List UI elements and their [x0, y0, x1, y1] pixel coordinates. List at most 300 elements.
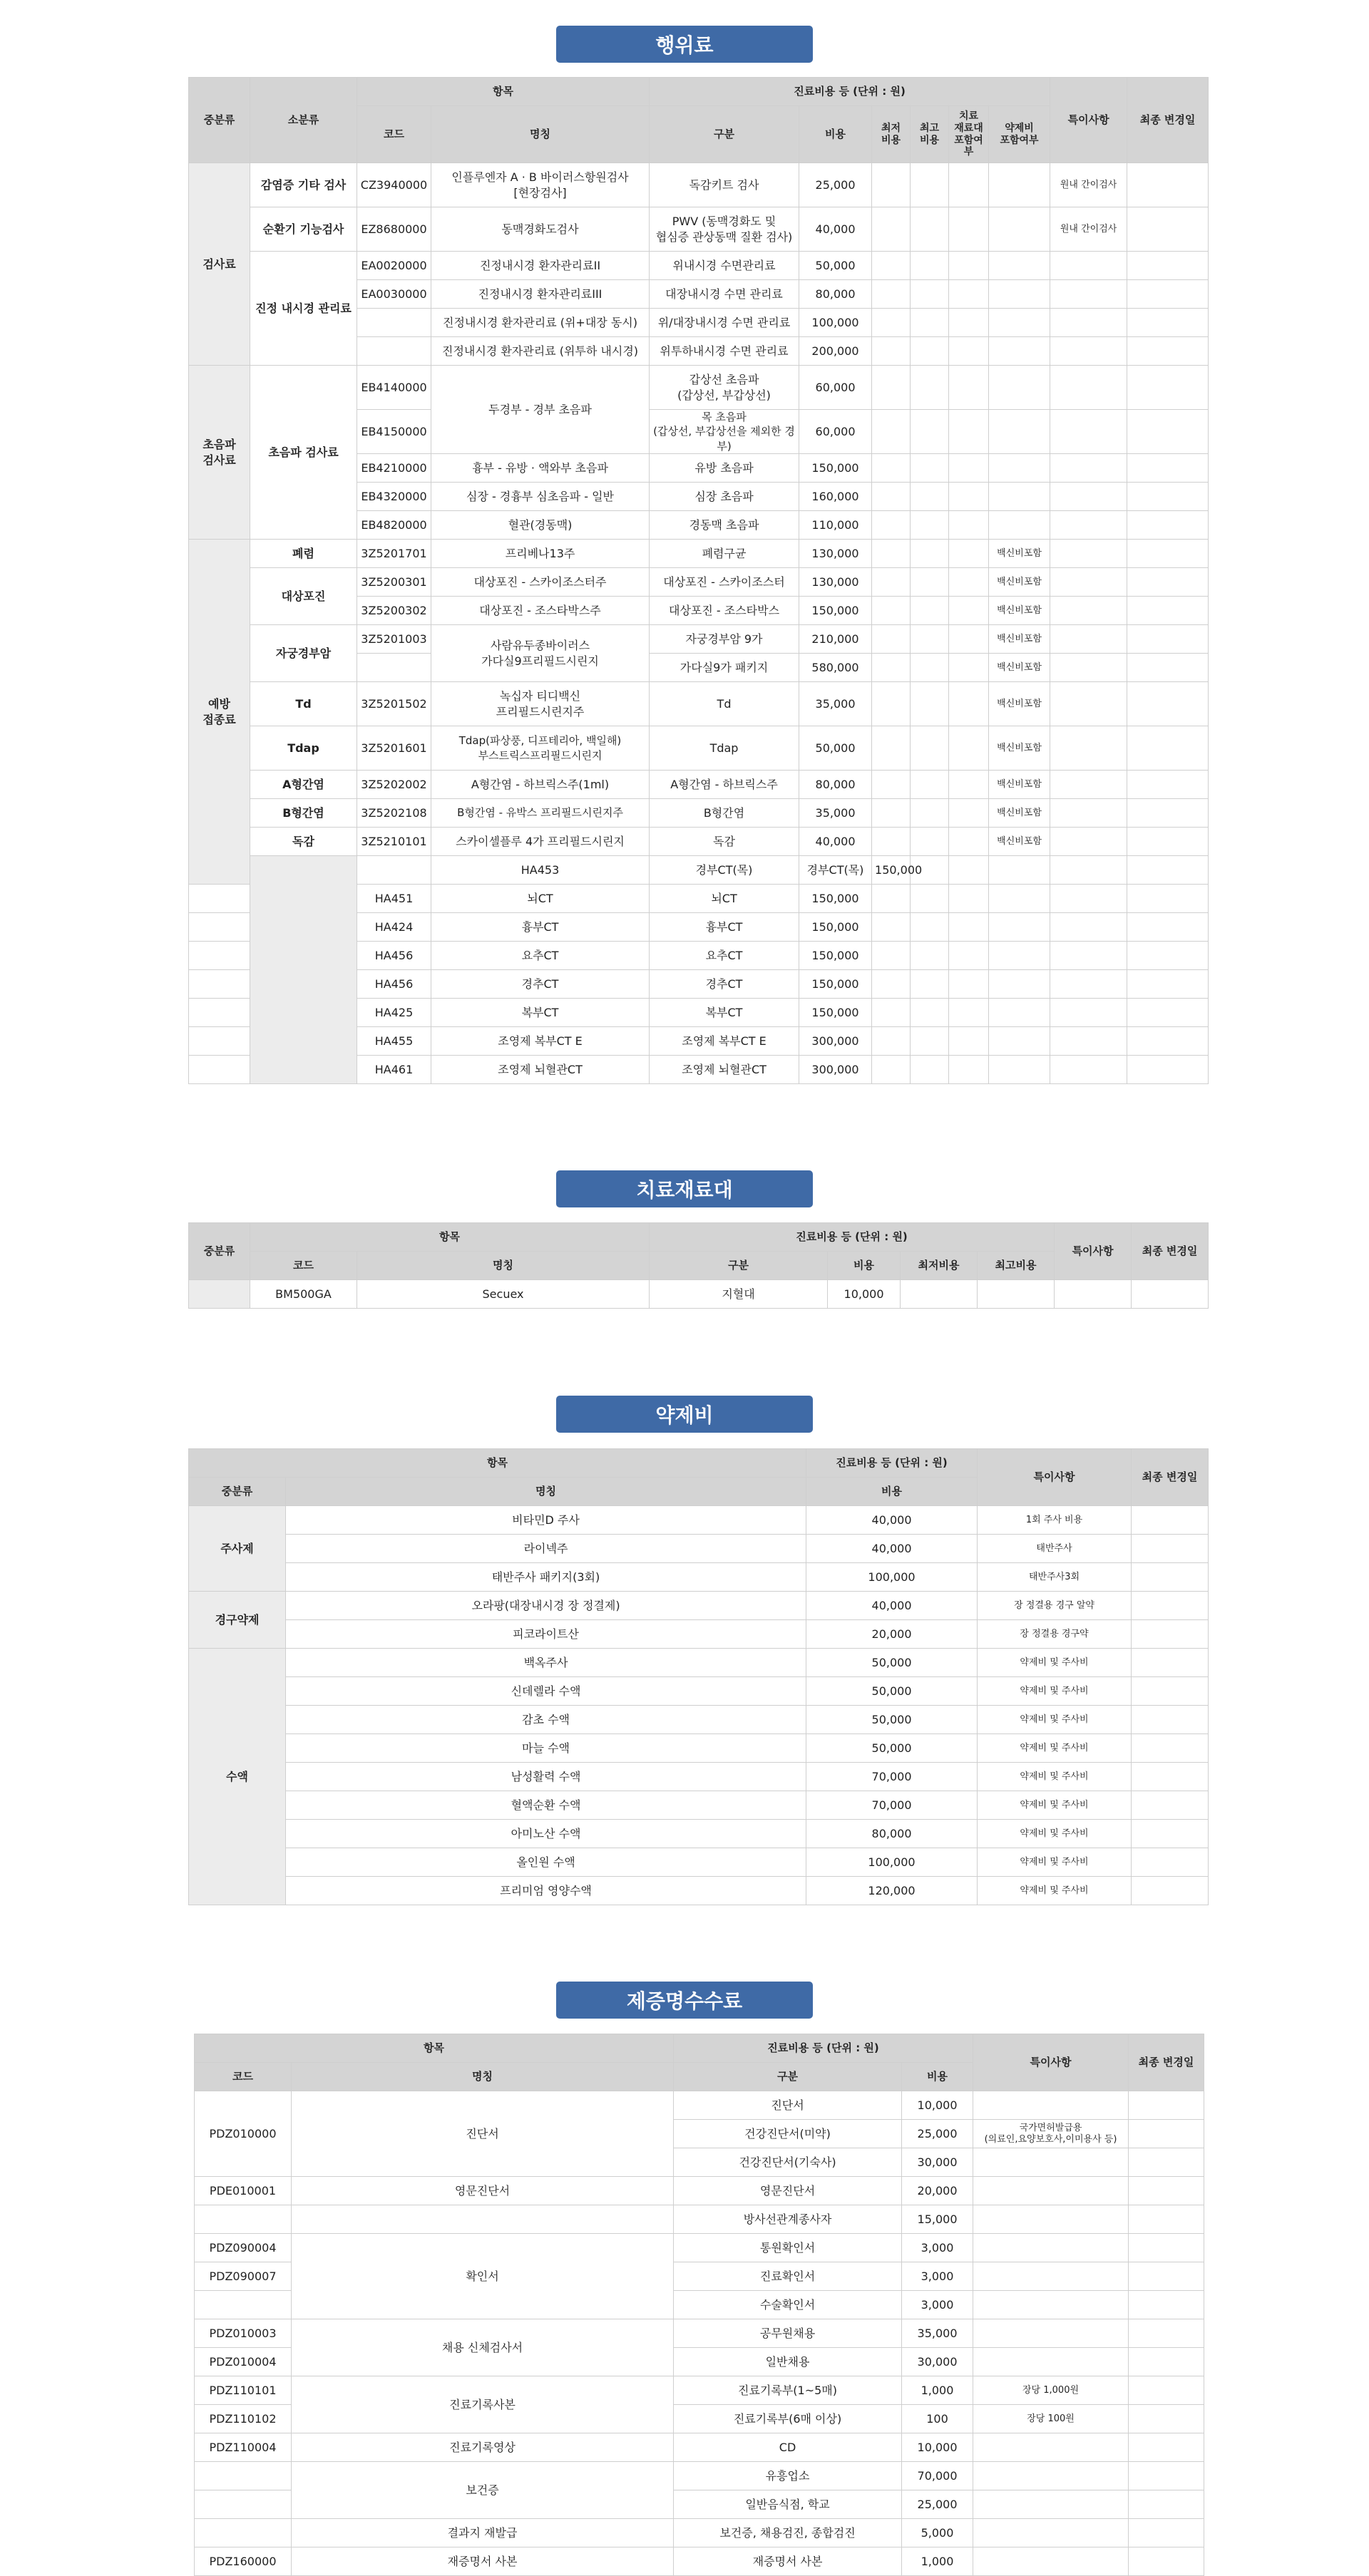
drug-fee-table [188, 1448, 1209, 1905]
table-row [189, 1848, 1209, 1877]
cell-code: PDZ090007 [195, 2262, 292, 2291]
cell-sub: 폐렴 [250, 540, 357, 568]
cell-type: 보건증, 채용검진, 종합검진 [674, 2519, 902, 2547]
table-row [189, 1563, 1209, 1592]
cell-cost: 40,000 [799, 828, 872, 856]
cell-code: EB4320000 [357, 483, 431, 511]
header-note: 특이사항 [1050, 78, 1127, 163]
cell-code: PDZ110004 [195, 2433, 292, 2462]
cell-code: 3Z5210101 [357, 828, 431, 856]
cell-sub: 대상포진 [250, 568, 357, 625]
table-row [189, 366, 1209, 410]
cell-cost: 150,000 [799, 999, 872, 1027]
cell-type: 경부CT(목) [799, 856, 872, 885]
cell-type: 조영제 복부CT E [650, 1027, 799, 1056]
header-max: 최고비용 [978, 1252, 1055, 1280]
group-exam: 검사료 [189, 163, 250, 366]
cell-code: HA456 [357, 942, 431, 970]
cell-code: PDZ160000 [195, 2547, 292, 2576]
table-row [189, 1535, 1209, 1563]
cell-sub: 진정 내시경 관리료 [250, 252, 357, 366]
cell-code: 3Z5202002 [357, 771, 431, 799]
cell-cost: 30,000 [902, 2348, 973, 2376]
cell-drug: 백신비포함 [989, 771, 1050, 799]
cell-cost: 35,000 [902, 2319, 973, 2348]
header-drug: 약제비 포함여부 [989, 106, 1050, 163]
cell-note: 1회 주사 비용 [978, 1506, 1132, 1535]
cell-name: 영문진단서 [292, 2177, 674, 2205]
cell-name: 뇌CT [431, 885, 650, 913]
section-title: 행위료 [556, 26, 813, 63]
group-injection: 주사제 [189, 1506, 286, 1592]
cell-type: 흉부CT [650, 913, 799, 942]
cell-cost: 40,000 [806, 1535, 978, 1563]
table-row [195, 2547, 1204, 2576]
cell-drug: 백신비포함 [989, 540, 1050, 568]
cell-name: 재증명서 사본 [292, 2547, 674, 2576]
cell-type: 목 초음파 (갑상선, 부갑상선을 제외한 경부) [650, 410, 799, 454]
cell-name: 흉부CT [431, 913, 650, 942]
cell-cost: 3,000 [902, 2291, 973, 2319]
header-material: 치료 재료대 포함여부 [949, 106, 989, 163]
cell-cost: 150,000 [872, 856, 911, 885]
cell-type: 통원확인서 [674, 2234, 902, 2262]
cell-type: 폐렴구균 [650, 540, 799, 568]
cell-name: 요추CT [431, 942, 650, 970]
cell-name: 흉부 - 유방 · 액와부 초음파 [431, 454, 650, 483]
cell-sub: 초음파 검사료 [250, 366, 357, 540]
cell-cost: 3,000 [902, 2262, 973, 2291]
cell-cost: 40,000 [799, 207, 872, 252]
cell-cost: 20,000 [902, 2177, 973, 2205]
cell-type: 복부CT [650, 999, 799, 1027]
header-updated: 최종 변경일 [1129, 2034, 1204, 2091]
table-row [189, 1763, 1209, 1791]
cell-name: 프리베나13주 [431, 540, 650, 568]
cell-note: 장당 1,000원 [973, 2376, 1129, 2405]
cell-name: 진정내시경 환자관리료 (위투하 내시경) [431, 337, 650, 366]
cell-type: 재증명서 사본 [674, 2547, 902, 2576]
cell-note: 약제비 및 주사비 [978, 1649, 1132, 1677]
table-row [189, 540, 1209, 568]
table-row [189, 1649, 1209, 1677]
cell-cost: 1,000 [902, 2547, 973, 2576]
group-iv: 수액 [189, 1649, 286, 1905]
section-title: 약제비 [556, 1396, 813, 1433]
header-type: 구분 [674, 2063, 902, 2091]
header-name: 명칭 [431, 106, 650, 163]
cell-name: 채용 신체검사서 [292, 2319, 674, 2376]
cell-name: 혈관(경동맥) [431, 511, 650, 540]
cell-name: Secuex [357, 1280, 650, 1309]
cell-cost: 110,000 [799, 511, 872, 540]
cell-name: 사람유두종바이러스 가다실9프리필드시린지 [431, 625, 650, 682]
cell-type: 독감키트 검사 [650, 163, 799, 207]
cell-drug: 백신비포함 [989, 625, 1050, 654]
cell-cost: 20,000 [806, 1620, 978, 1649]
cell-type: 일반채용 [674, 2348, 902, 2376]
cell-cost: 150,000 [799, 454, 872, 483]
cell-type: 진료확인서 [674, 2262, 902, 2291]
cell-cost: 35,000 [799, 682, 872, 726]
header-name: 명칭 [292, 2063, 674, 2091]
cell-note: 태반주사 [978, 1535, 1132, 1563]
cell-type: 공무원채용 [674, 2319, 902, 2348]
table-row [189, 856, 1209, 885]
cell-type: 진단서 [674, 2091, 902, 2120]
cell-type: 요추CT [650, 942, 799, 970]
cell-code: PDZ110102 [195, 2405, 292, 2433]
section-title: 치료재료대 [556, 1170, 813, 1207]
cell-type: 독감 [650, 828, 799, 856]
cell-type: 조영제 뇌혈관CT [650, 1056, 799, 1084]
header-cost-group: 진료비용 등 (단위 : 원) [806, 1449, 978, 1478]
cell-note: 장 정결용 경구약 [978, 1620, 1132, 1649]
cell-name: 조영제 복부CT E [431, 1027, 650, 1056]
table-row [189, 1734, 1209, 1763]
table-row [189, 163, 1209, 207]
table-row [195, 2205, 1204, 2234]
table-row [189, 682, 1209, 726]
cell-name: 진료기록사본 [292, 2376, 674, 2433]
cell-note: 약제비 및 주사비 [978, 1706, 1132, 1734]
cell-cost: 160,000 [799, 483, 872, 511]
cell-name: 신데렐라 수액 [286, 1677, 806, 1706]
cell-code: EB4150000 [357, 410, 431, 454]
cell-cost: 5,000 [902, 2519, 973, 2547]
cell-code: HA425 [357, 999, 431, 1027]
cell-name: 녹십자 티디백신 프리필드시린지주 [431, 682, 650, 726]
cell-sub: 자궁경부암 [250, 625, 357, 682]
cell-code: HA424 [357, 913, 431, 942]
cell-type: 자궁경부암 9가 [650, 625, 799, 654]
cell-cost: 15,000 [902, 2205, 973, 2234]
cell-code: EB4820000 [357, 511, 431, 540]
cell-type: 위내시경 수면관리료 [650, 252, 799, 280]
cell-type: 경추CT [650, 970, 799, 999]
cell-sub: 독감 [250, 828, 357, 856]
cell-type: 대상포진 - 스카이조스터 [650, 568, 799, 597]
cell-type: 경동맥 초음파 [650, 511, 799, 540]
cell-name: 라이넥주 [286, 1535, 806, 1563]
cell-code: EZ8680000 [357, 207, 431, 252]
header-row [189, 1449, 1209, 1478]
header-row [189, 1223, 1209, 1252]
table-row [195, 2519, 1204, 2547]
cell-note: 국가면허발급용 (의료인,요양보호사,이미용사 등) [973, 2120, 1129, 2148]
header-row [195, 2034, 1204, 2063]
cell-name: 올인원 수액 [286, 1848, 806, 1877]
header-row [189, 78, 1209, 106]
header-note: 특이사항 [978, 1449, 1132, 1506]
header-type: 구분 [650, 106, 799, 163]
cell-name: 비타민D 주사 [286, 1506, 806, 1535]
cell-cost: 210,000 [799, 625, 872, 654]
cell-cost: 100,000 [806, 1848, 978, 1877]
cell-name: 심장 - 경흉부 심초음파 - 일반 [431, 483, 650, 511]
cell-cost: 1,000 [902, 2376, 973, 2405]
cell-cost: 80,000 [806, 1820, 978, 1848]
table-row [189, 771, 1209, 799]
cell-cost: 150,000 [799, 597, 872, 625]
header-cost-group: 진료비용 등 (단위 : 원) [674, 2034, 973, 2063]
header-note: 특이사항 [1055, 1223, 1132, 1280]
header-item: 항목 [250, 1223, 650, 1252]
table-row [189, 726, 1209, 771]
table-row [189, 1706, 1209, 1734]
header-updated: 최종 변경일 [1127, 78, 1209, 163]
cell-code: BM500GA [250, 1280, 357, 1309]
cell-type: Tdap [650, 726, 799, 771]
cell-note: 약제비 및 주사비 [978, 1877, 1132, 1905]
cell-cost: 25,000 [902, 2120, 973, 2148]
cell-name: 경추CT [431, 970, 650, 999]
cell-name: 진정내시경 환자관리료 (위+대장 동시) [431, 309, 650, 337]
header-max: 최고 비용 [911, 106, 949, 163]
cell-name: 진료기록영상 [292, 2433, 674, 2462]
cell-name: 혈액순환 수액 [286, 1791, 806, 1820]
header-cost-group: 진료비용 등 (단위 : 원) [650, 1223, 1055, 1252]
cell-code: 3Z5201701 [357, 540, 431, 568]
cell-cost: 150,000 [799, 942, 872, 970]
cell-type: CD [674, 2433, 902, 2462]
cell-type: 유방 초음파 [650, 454, 799, 483]
header-code: 코드 [357, 106, 431, 163]
cell-type: 대상포진 - 조스타박스 [650, 597, 799, 625]
cell-code: EB4210000 [357, 454, 431, 483]
cell-type: 일반음식점, 학교 [674, 2490, 902, 2519]
cell-name: 마늘 수액 [286, 1734, 806, 1763]
cell-note: 약제비 및 주사비 [978, 1763, 1132, 1791]
cell-type: 영문진단서 [674, 2177, 902, 2205]
cell-cost: 150,000 [799, 970, 872, 999]
cell-cost: 200,000 [799, 337, 872, 366]
cell-cost: 80,000 [799, 280, 872, 309]
cell-cost: 60,000 [799, 366, 872, 410]
cell-name: 두경부 - 경부 초음파 [431, 366, 650, 454]
cell-cost: 130,000 [799, 540, 872, 568]
certificate-fee-table [194, 2034, 1204, 2576]
cell-code: PDZ090004 [195, 2234, 292, 2262]
cell-cost: 50,000 [799, 726, 872, 771]
header-item: 항목 [195, 2034, 674, 2063]
cell-type: 건강진단서(기숙사) [674, 2148, 902, 2177]
cell-code: 3Z5202108 [357, 799, 431, 828]
cell-cost: 50,000 [799, 252, 872, 280]
cell-cost: 3,000 [902, 2234, 973, 2262]
table-row [189, 1820, 1209, 1848]
table-row [189, 568, 1209, 597]
cell-type: 지혈대 [650, 1280, 828, 1309]
table-row [195, 2462, 1204, 2490]
cell-code: HA461 [357, 1056, 431, 1084]
cell-name: 프리미엄 영양수액 [286, 1877, 806, 1905]
table-row [189, 1506, 1209, 1535]
cell-cost: 150,000 [799, 913, 872, 942]
table-row [189, 799, 1209, 828]
cell-note: 원내 간이검사 [1050, 163, 1127, 207]
cell-code: CZ3940000 [357, 163, 431, 207]
cell-cost: 100 [902, 2405, 973, 2433]
cell-type: 수술확인서 [674, 2291, 902, 2319]
header-cost-group: 진료비용 등 (단위 : 원) [650, 78, 1050, 106]
cell-type: 가다실9가 패키지 [650, 654, 799, 682]
header-code: 코드 [195, 2063, 292, 2091]
cell-name: 복부CT [431, 999, 650, 1027]
header-major: 중분류 [189, 1478, 286, 1506]
cell-cost: 60,000 [799, 410, 872, 454]
header-cost: 비용 [828, 1252, 901, 1280]
cell-code: 3Z5201003 [357, 625, 431, 654]
cell-cost: 40,000 [806, 1506, 978, 1535]
cell-cost: 40,000 [806, 1592, 978, 1620]
cell-name: 대상포진 - 스카이조스터주 [431, 568, 650, 597]
cell-name: Tdap(파상풍, 디프테리아, 백일해) 부스트릭스프리필드시린지 [431, 726, 650, 771]
cell-sub: Tdap [250, 726, 357, 771]
cell-sub: B형간염 [250, 799, 357, 828]
cell-drug: 백신비포함 [989, 597, 1050, 625]
header-updated: 최종 변경일 [1132, 1223, 1209, 1280]
cell-name: 진정내시경 환자관리료III [431, 280, 650, 309]
header-min: 최저 비용 [872, 106, 911, 163]
header-name: 명칭 [357, 1252, 650, 1280]
cell-cost: 70,000 [806, 1791, 978, 1820]
cell-code: HA451 [357, 885, 431, 913]
cell-type: 진료기록부(6매 이상) [674, 2405, 902, 2433]
cell-name: 진정내시경 환자관리료II [431, 252, 650, 280]
cell-cost: 80,000 [799, 771, 872, 799]
table-row [189, 1592, 1209, 1620]
cell-cost: 300,000 [799, 1056, 872, 1084]
table-row [189, 252, 1209, 280]
table-row [189, 207, 1209, 252]
cell-cost: 10,000 [902, 2091, 973, 2120]
cell-type: 진료기록부(1~5매) [674, 2376, 902, 2405]
cell-sub: A형간염 [250, 771, 357, 799]
cell-code: 3Z5200301 [357, 568, 431, 597]
table-row [195, 2091, 1204, 2120]
cell-code: 3Z5201601 [357, 726, 431, 771]
header-major: 중분류 [189, 78, 250, 163]
cell-cost: 120,000 [806, 1877, 978, 1905]
cell-drug: 백신비포함 [989, 654, 1050, 682]
table-row [189, 1791, 1209, 1820]
header-name: 명칭 [286, 1478, 806, 1506]
cell-name: 태반주사 패키지(3회) [286, 1563, 806, 1592]
cell-type: 방사선관계종사자 [674, 2205, 902, 2234]
cell-type: 건강진단서(미약) [674, 2120, 902, 2148]
cell-name: 아미노산 수액 [286, 1820, 806, 1848]
cell-note: 장 정결용 경구 알약 [978, 1592, 1132, 1620]
header-code: 코드 [250, 1252, 357, 1280]
cell-note: 약제비 및 주사비 [978, 1848, 1132, 1877]
cell-name: A형간염 - 하브릭스주(1ml) [431, 771, 650, 799]
material-fee-table [188, 1222, 1209, 1309]
cell-note: 약제비 및 주사비 [978, 1791, 1132, 1820]
cell-name: 진단서 [292, 2091, 674, 2177]
cell-cost: 70,000 [902, 2462, 973, 2490]
cell-note: 태반주사3회 [978, 1563, 1132, 1592]
cell-cost: 50,000 [806, 1677, 978, 1706]
cell-cost: 100,000 [806, 1563, 978, 1592]
cell-code: PDE010001 [195, 2177, 292, 2205]
cell-cost: 150,000 [799, 885, 872, 913]
cell-name: 조영제 뇌혈관CT [431, 1056, 650, 1084]
cell-name: 경부CT(목) [650, 856, 799, 885]
cell-name: 동맥경화도검사 [431, 207, 650, 252]
header-major: 중분류 [189, 1223, 250, 1280]
cell-name: 확인서 [292, 2234, 674, 2319]
cell-code: 3Z5200302 [357, 597, 431, 625]
group-oral: 경구약제 [189, 1592, 286, 1649]
header-cost: 비용 [806, 1478, 978, 1506]
cell-type: 유흥업소 [674, 2462, 902, 2490]
cell-note: 약제비 및 주사비 [978, 1677, 1132, 1706]
cell-cost: 50,000 [806, 1649, 978, 1677]
table-row [189, 828, 1209, 856]
cell-drug: 백신비포함 [989, 568, 1050, 597]
cell-type: PWV (동맥경화도 및 협심증 관상동맥 질환 검사) [650, 207, 799, 252]
group-vaccine: 예방 접종료 [189, 540, 250, 885]
cell-code: PDZ110101 [195, 2376, 292, 2405]
cell-code: HA455 [357, 1027, 431, 1056]
cell-drug: 백신비포함 [989, 726, 1050, 771]
cell-drug: 백신비포함 [989, 799, 1050, 828]
cell-cost: 100,000 [799, 309, 872, 337]
procedure-fee-table [188, 77, 1209, 1084]
cell-type: 대장내시경 수면 관리료 [650, 280, 799, 309]
header-cost: 비용 [902, 2063, 973, 2091]
cell-cost: 300,000 [799, 1027, 872, 1056]
cell-type: 뇌CT [650, 885, 799, 913]
cell-type: 위/대장내시경 수면 관리료 [650, 309, 799, 337]
cell-name: 감초 수액 [286, 1706, 806, 1734]
cell-cost: 130,000 [799, 568, 872, 597]
cell-code: PDZ010003 [195, 2319, 292, 2348]
header-updated: 최종 변경일 [1132, 1449, 1209, 1506]
cell-cost: 30,000 [902, 2148, 973, 2177]
group-ultrasound: 초음파 검사료 [189, 366, 250, 540]
cell-code: PDZ010000 [195, 2091, 292, 2177]
header-minor: 소분류 [250, 78, 357, 163]
cell-note: 원내 간이검사 [1050, 207, 1127, 252]
cell-code: 3Z5201502 [357, 682, 431, 726]
header-cost: 비용 [799, 106, 872, 163]
cell-cost: 10,000 [902, 2433, 973, 2462]
table-row [189, 1877, 1209, 1905]
cell-name: 보건증 [292, 2462, 674, 2519]
table-row [195, 2319, 1204, 2348]
cell-cost: 50,000 [806, 1734, 978, 1763]
header-item: 항목 [357, 78, 650, 106]
cell-type: 위투하내시경 수면 관리료 [650, 337, 799, 366]
table-row [189, 1280, 1209, 1309]
cell-code: HA453 [431, 856, 650, 885]
table-row [195, 2376, 1204, 2405]
cell-name: 대상포진 - 조스타박스주 [431, 597, 650, 625]
cell-code: EA0020000 [357, 252, 431, 280]
cell-sub: 순환기 기능검사 [250, 207, 357, 252]
cell-type: B형간염 [650, 799, 799, 828]
cell-cost: 70,000 [806, 1763, 978, 1791]
cell-name: 피코라이트산 [286, 1620, 806, 1649]
table-row [189, 1620, 1209, 1649]
table-row [195, 2234, 1204, 2262]
table-row [189, 1677, 1209, 1706]
cell-type: A형간염 - 하브릭스주 [650, 771, 799, 799]
header-type: 구분 [650, 1252, 828, 1280]
cell-name: 인플루엔자 A · B 바이러스항원검사 [현장검사] [431, 163, 650, 207]
